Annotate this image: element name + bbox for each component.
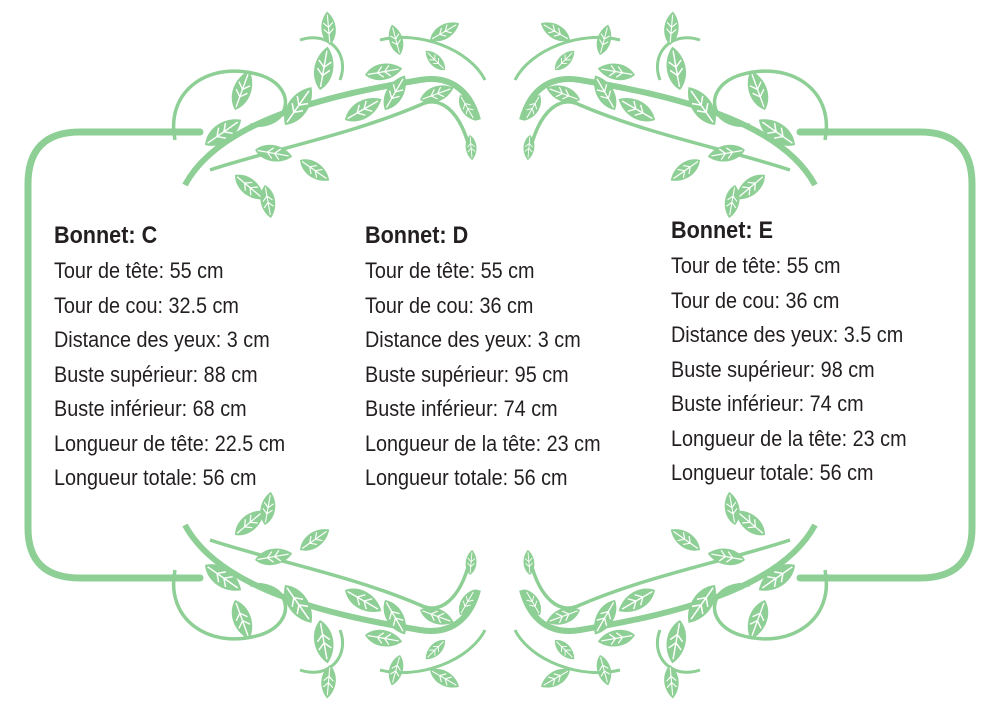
measurement-line: Buste inférieur: 74 cm: [365, 396, 558, 421]
vine-ornament-bottom-left: [174, 491, 485, 699]
bonnet-c-title: Bonnet: C: [54, 222, 158, 249]
bonnet-d-column: [365, 222, 627, 496]
measurement-line: Tour de cou: 36 cm: [365, 292, 534, 318]
bonnet-c-column: [54, 222, 311, 496]
vine-ornament-bottom-right: [515, 491, 826, 699]
measurement-line: Longueur totale: 56 cm: [671, 460, 874, 485]
measurement-line: Distance des yeux: 3 cm: [365, 327, 581, 352]
vine-ornament-top-right: [515, 11, 826, 219]
measurement-line: Buste supérieur: 88 cm: [54, 361, 258, 387]
bonnet-e-title: Bonnet: E: [671, 217, 773, 244]
measurement-line: Tour de cou: 32.5 cm: [54, 292, 239, 318]
bonnet-d-title: Bonnet: D: [365, 222, 469, 249]
measurement-line: Tour de tête: 55 cm: [671, 253, 841, 278]
measurement-line: Longueur de la tête: 23 cm: [671, 425, 907, 451]
bonnet-e-column: [671, 217, 933, 491]
measurement-line: Longueur totale: 56 cm: [54, 465, 257, 490]
measurement-line: Longueur totale: 56 cm: [365, 465, 568, 490]
vine-ornament-top-left: [174, 11, 485, 219]
measurement-line: Distance des yeux: 3 cm: [54, 327, 270, 352]
measurement-line: Tour de tête: 55 cm: [365, 258, 535, 283]
measurement-line: Buste supérieur: 95 cm: [365, 361, 569, 387]
measurement-line: Tour de tête: 55 cm: [54, 258, 224, 283]
measurement-line: Distance des yeux: 3.5 cm: [671, 322, 904, 347]
measurement-line: Buste inférieur: 74 cm: [671, 391, 864, 416]
measurement-line: Longueur de tête: 22.5 cm: [54, 430, 286, 456]
measurement-line: Tour de cou: 36 cm: [671, 287, 840, 313]
measurement-line: Buste inférieur: 68 cm: [54, 396, 247, 421]
measurement-line: Buste supérieur: 98 cm: [671, 356, 875, 382]
measurement-line: Longueur de la tête: 23 cm: [365, 430, 601, 456]
